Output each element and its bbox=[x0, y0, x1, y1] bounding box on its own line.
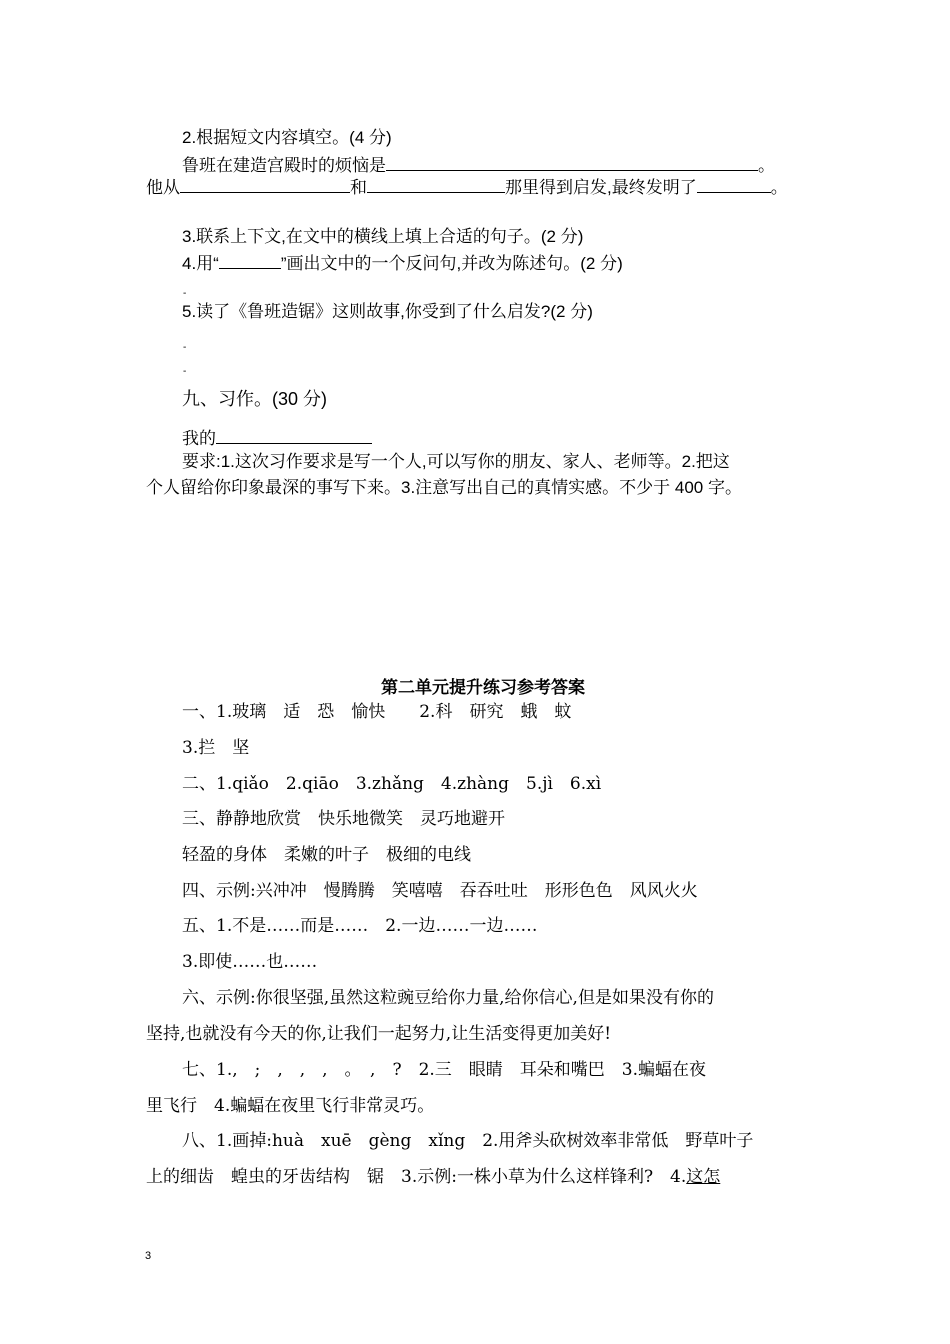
page-number: 3 bbox=[145, 1250, 152, 1262]
answer-line: 三、静静地欣赏 快乐地微笑 灵巧地避开 bbox=[182, 809, 505, 829]
question-3-label: 3.联系上下文,在文中的横线上填上合适的句子。(2 分) bbox=[182, 227, 584, 246]
question-2-label: 2.根据短文内容填空。(4 分) bbox=[182, 128, 392, 147]
composition-requirement-line-2: 个人留给你印象最深的事写下来。3.注意写出自己的真情实感。不少于 400 字。 bbox=[146, 478, 742, 497]
composition-title-prefix: 我的 bbox=[182, 429, 216, 448]
composition-requirement-line-1: 要求:1.这次习作要求是写一个人,可以写你的朋友、家人、老师等。2.把这 bbox=[182, 452, 730, 471]
q2-line1-period: 。 bbox=[758, 156, 775, 175]
q4-text-prefix: 4.用“ bbox=[182, 254, 219, 273]
q2-line2-period: 。 bbox=[770, 178, 788, 197]
q2-line2-text-2: 那里得到启发,最终发明了 bbox=[505, 178, 697, 197]
answer-line: 轻盈的身体 柔嫩的叶子 极细的电线 bbox=[182, 845, 471, 865]
q4-text-suffix: ”画出文中的一个反问句,并改为陈述句。(2 分) bbox=[280, 254, 623, 273]
fill-blank-source-2[interactable] bbox=[367, 176, 505, 193]
q4-underline-marker bbox=[219, 252, 281, 269]
question-4-label bbox=[182, 252, 623, 275]
composition-heading: 九、习作。(30 分) bbox=[182, 389, 328, 409]
question-2-line-1 bbox=[182, 154, 775, 177]
answer-line: 七、1., ; , , , 。 , ? 2.三 眼睛 耳朵和嘴巴 3.蝙蝠在夜 bbox=[182, 1060, 707, 1080]
composition-title-blank[interactable] bbox=[216, 427, 372, 444]
answer-line-text: 上的细齿 蝗虫的牙齿结构 锯 3.示例:一株小草为什么这样锋利? 4. bbox=[146, 1167, 687, 1187]
answer-line: 六、示例:你很坚强,虽然这粒豌豆给你力量,给你信心,但是如果没有你的 bbox=[182, 988, 714, 1008]
answer-line: 二、1.qiǎo 2.qiāo 3.zhǎng 4.zhàng 5.jì 6.xì bbox=[182, 774, 602, 794]
q2-line2-text: 他从 bbox=[146, 178, 180, 197]
answer-mark: - bbox=[183, 288, 187, 299]
answer-line: 里飞行 4.蝙蝠在夜里飞行非常灵巧。 bbox=[146, 1096, 435, 1116]
answer-line: 四、示例:兴冲冲 慢腾腾 笑嘻嘻 吞吞吐吐 形形色色 风风火火 bbox=[182, 881, 698, 901]
q2-line2-and: 和 bbox=[350, 178, 367, 197]
answer-line: 3.即使……也…… bbox=[182, 952, 318, 972]
answers-title: 第二单元提升练习参考答案 bbox=[381, 678, 585, 697]
fill-blank-annoyance[interactable] bbox=[386, 154, 758, 171]
composition-title bbox=[182, 427, 372, 450]
fill-blank-invention[interactable] bbox=[697, 176, 771, 193]
q2-line1-text: 鲁班在建造宫殿时的烦恼是 bbox=[182, 156, 386, 175]
fill-blank-source-1[interactable] bbox=[180, 176, 350, 193]
question-2-line-2 bbox=[146, 176, 788, 199]
answer-line: 一、1.玻璃 适 恐 愉快 2.科 研究 蛾 蚊 bbox=[182, 702, 572, 722]
answer-line: 八、1.画掉:huà xuē gèng xǐng 2.用斧头砍树效率非常低 野草叶子 bbox=[182, 1131, 754, 1151]
answer-line-last bbox=[146, 1166, 720, 1188]
answer-line: 3.拦 坚 bbox=[182, 738, 250, 758]
answer-line: 五、1.不是……而是…… 2.一边……一边…… bbox=[182, 916, 538, 936]
answer-mark: - bbox=[183, 366, 187, 377]
underlined-text: 这怎 bbox=[686, 1167, 721, 1187]
question-5-label: 5.读了《鲁班造锯》这则故事,你受到了什么启发?(2 分) bbox=[182, 302, 593, 321]
answer-line: 坚持,也就没有今天的你,让我们一起努力,让生活变得更加美好! bbox=[146, 1024, 612, 1044]
answer-mark: - bbox=[183, 342, 187, 353]
